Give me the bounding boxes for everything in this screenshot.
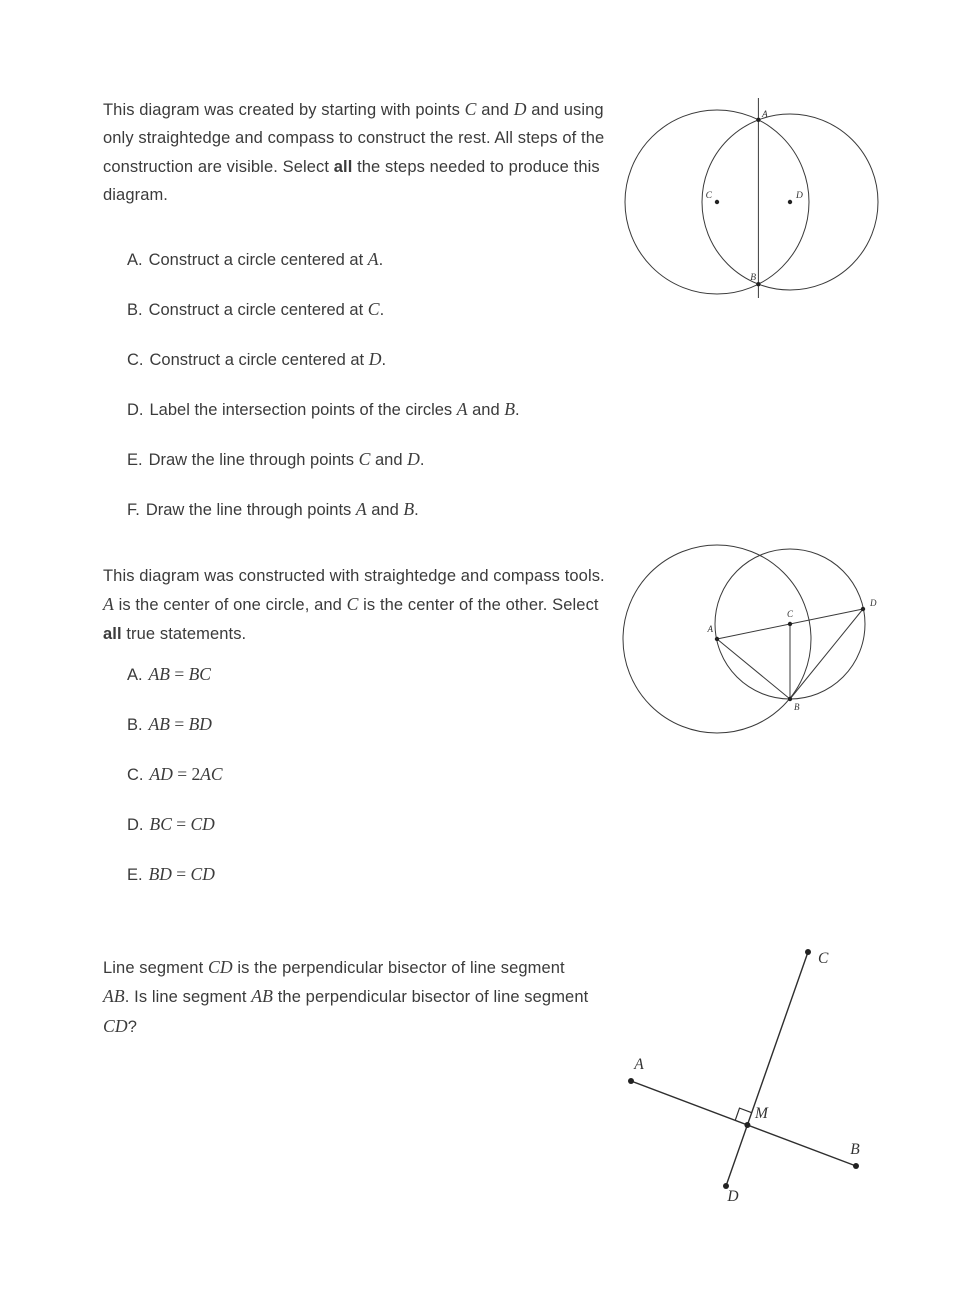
q3-perpendicular-bisector-diagram [606,933,894,1213]
option-text: Label the intersection points of the circles A and B. [149,399,520,419]
option-text: Construct a circle centered at D. [149,349,387,369]
segment-ab [631,1081,856,1166]
option-letter: D. [127,401,144,419]
option-text: BC = CD [149,814,215,834]
option-letter: C. [127,351,144,369]
label-m: M [755,1105,768,1122]
label-b: B [750,273,756,283]
q2-prompt: This diagram was constructed with straightedge and compass tools. A is the center of one circle, and C is the center of the other. Select all true statements. [103,566,605,643]
option-letter: A. [127,251,143,269]
q2-option-d [127,810,223,839]
option-text: AD = 2AC [149,764,223,784]
point-c [715,200,719,204]
segment-db [790,609,863,699]
point-a [715,637,719,641]
option-text: Draw the line through points A and B. [145,499,419,519]
option-letter: C. [127,766,144,784]
point-a [756,118,760,122]
option-text: AB = BD [148,714,212,734]
option-letter: E. [127,866,143,884]
point-d [788,200,792,204]
point-m [744,1122,750,1128]
q2-construction-diagram [620,543,888,743]
point-d [861,607,865,611]
label-a: A [634,1056,644,1073]
label-d: D [870,598,877,608]
option-letter: B. [127,301,143,319]
q2-option-b [127,710,223,739]
option-letter: F. [127,501,140,519]
point-b [788,697,792,701]
label-c: C [818,950,829,967]
q1-option-e [127,445,520,474]
option-text: Construct a circle centered at C. [148,299,385,319]
q1-prompt: This diagram was created by starting with points C and D and using only straightedge and compass to construct the rest. All steps of the construction are visible. Select all the steps needed to produce this diagram. [103,98,605,204]
point-a [628,1078,634,1084]
q2-option-c [127,760,223,789]
q1-option-f [127,495,520,524]
option-text: BD = CD [148,864,215,884]
option-letter: D. [127,816,144,834]
option-text: Draw the line through points C and D. [148,449,425,469]
label-c: C [786,609,794,619]
label-a: A [707,624,713,634]
label-b: B [794,702,800,712]
q1-option-c [127,345,520,374]
option-text: AB = BC [148,664,211,684]
label-d: D [796,191,803,201]
q2-option-e [127,860,223,889]
point-c [788,622,792,626]
option-letter: A. [127,666,143,684]
q2-option-a [127,660,223,689]
option-letter: E. [127,451,143,469]
label-d: D [727,1188,739,1205]
label-b: B [850,1141,860,1158]
point-b [756,282,760,286]
q1-option-a [127,245,520,274]
point-b [853,1163,859,1169]
option-text: Construct a circle centered at A. [148,249,384,269]
point-c [805,949,811,955]
q1-option-b [127,295,520,324]
q1-option-d [127,395,520,424]
label-c: C [705,191,712,201]
label-a: A [762,110,768,120]
q1-construction-diagram [612,92,882,304]
q3-prompt: Line segment CD is the perpendicular bisector of line segment AB. Is line segment AB the perpendicular bisector of line segment CD? [103,956,589,1036]
q1-options [127,245,520,545]
segment-cd [726,952,808,1186]
option-letter: B. [127,716,143,734]
q2-options [127,660,223,910]
